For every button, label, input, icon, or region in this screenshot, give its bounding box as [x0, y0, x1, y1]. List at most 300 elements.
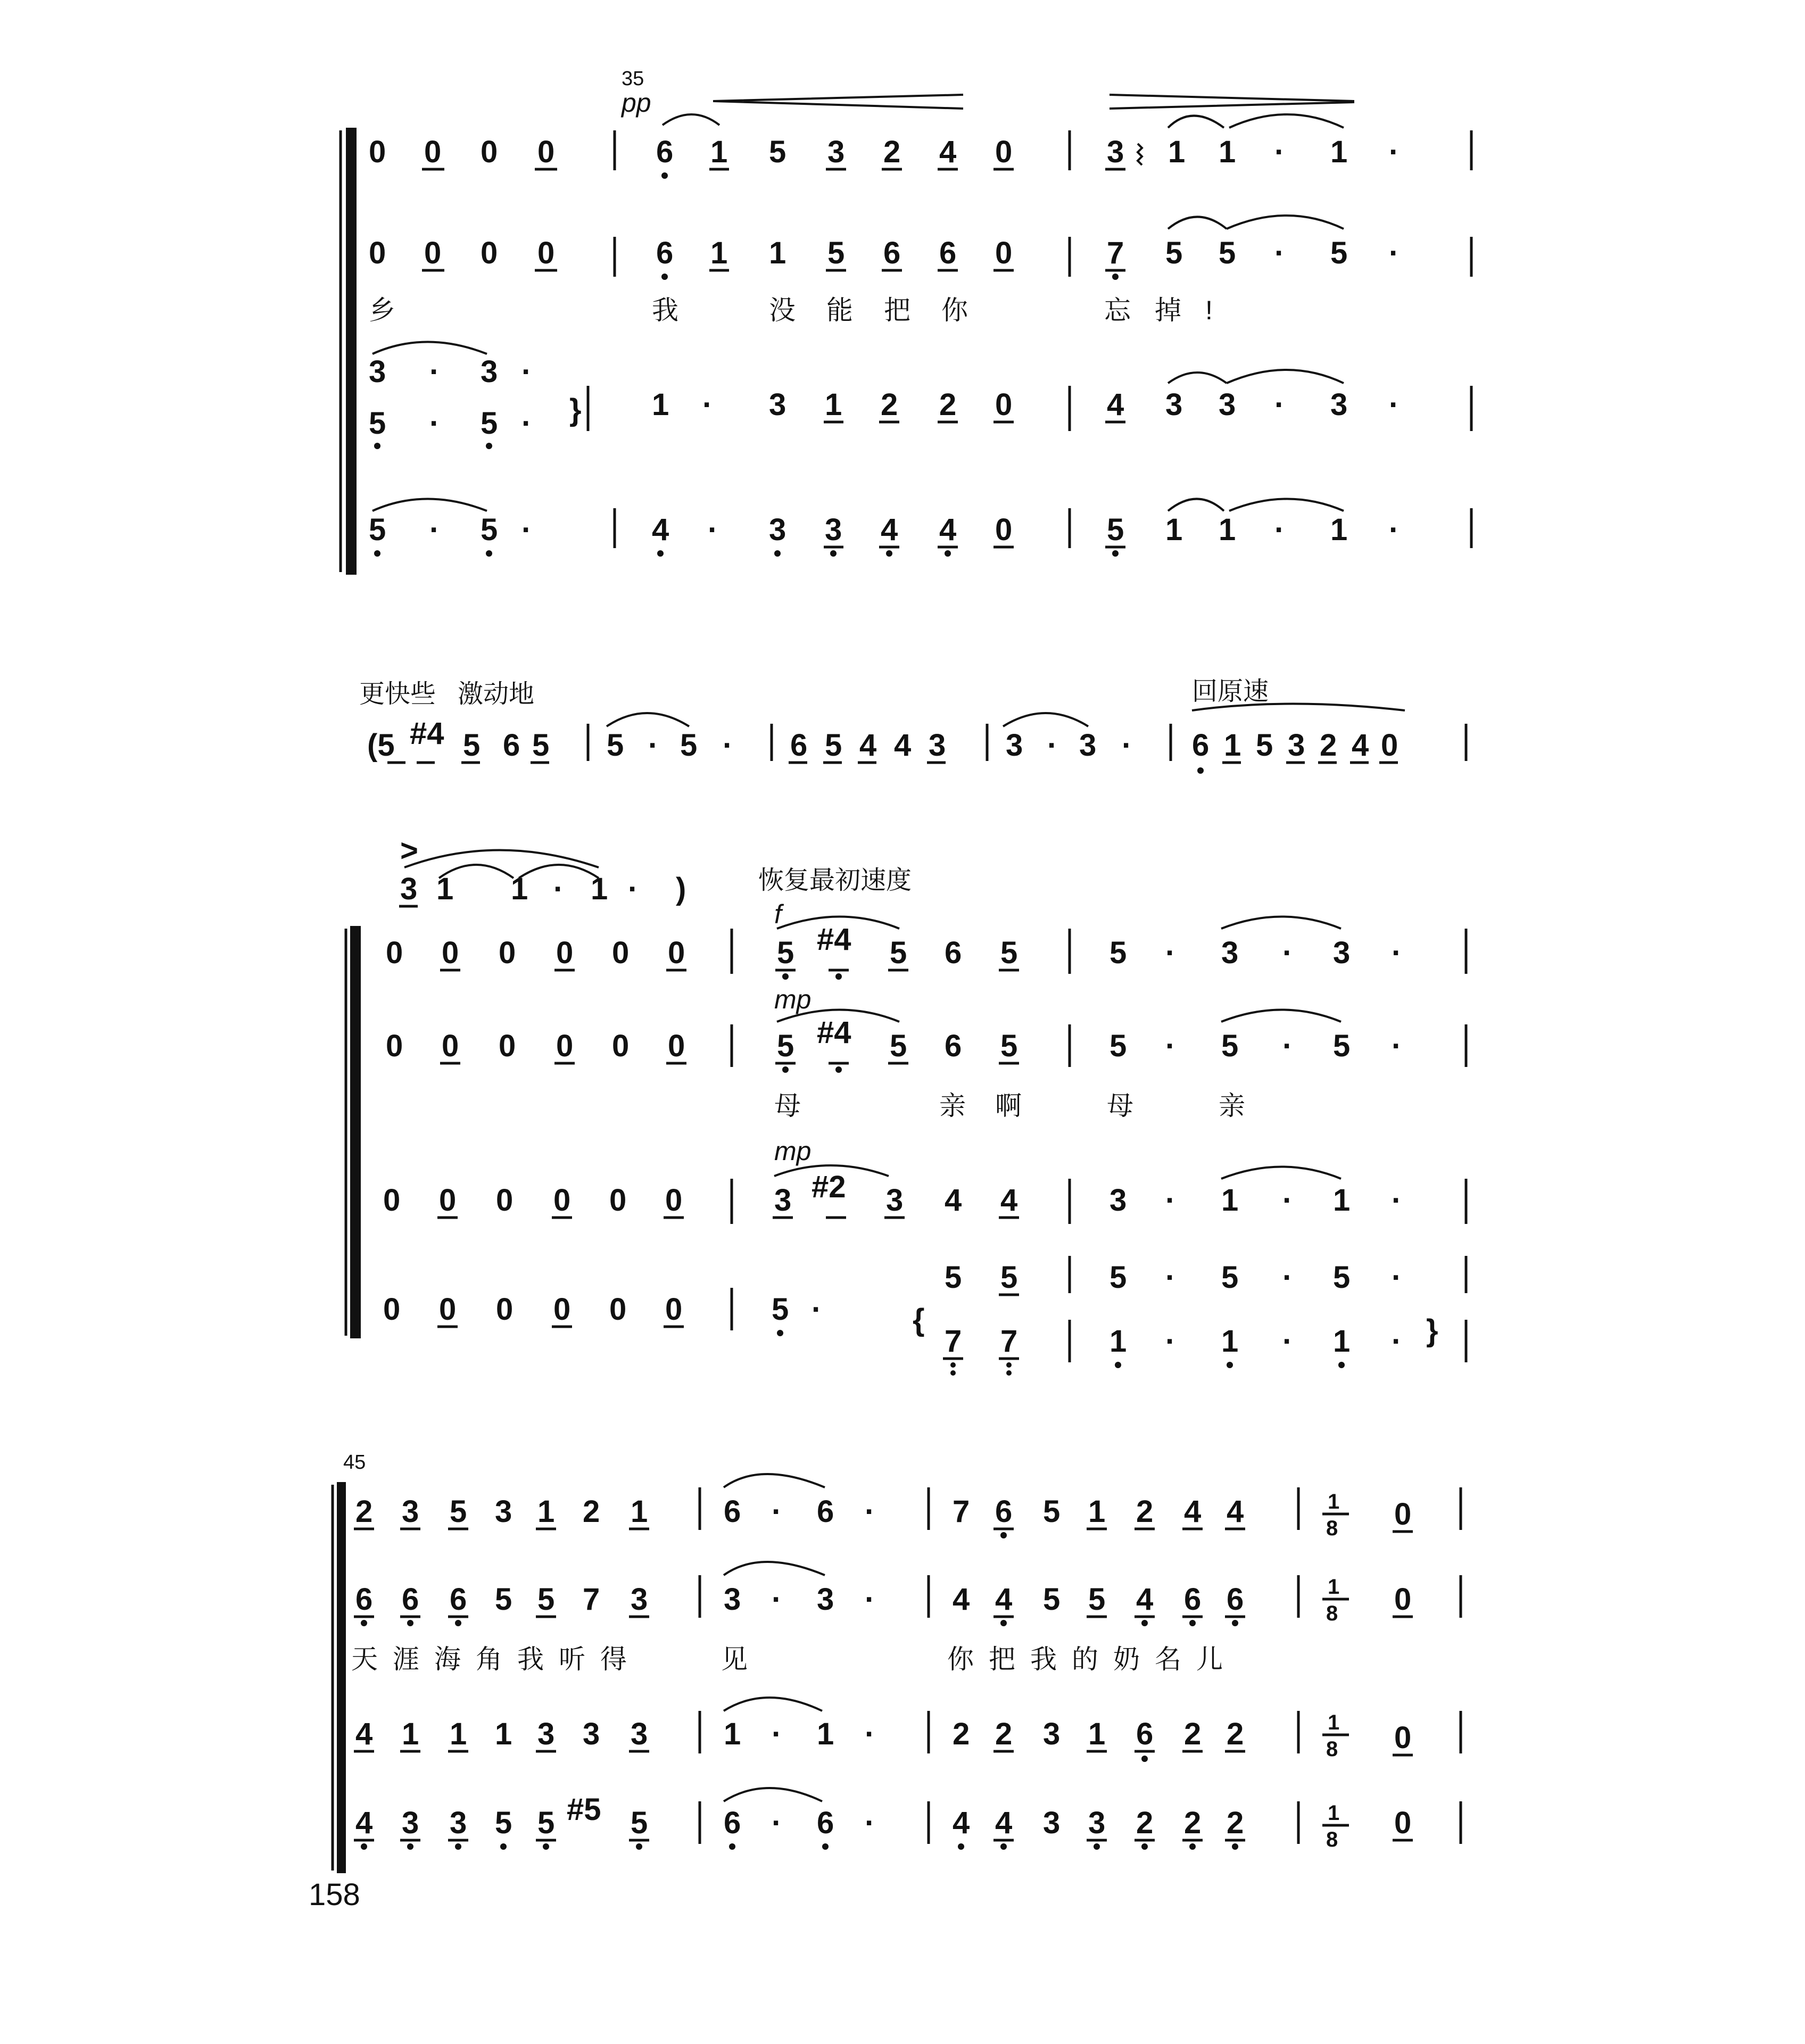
note: 3	[1221, 936, 1239, 970]
note: 2	[1227, 1806, 1244, 1840]
note: 0	[609, 1183, 627, 1218]
low-dot	[661, 274, 668, 280]
note: ·	[865, 1806, 875, 1840]
note: 0	[668, 1029, 685, 1063]
note: 2	[883, 135, 901, 169]
crescendo-hairpin	[713, 95, 963, 109]
note: 5	[1221, 1029, 1239, 1063]
underlines	[354, 1751, 1413, 1755]
note: 3	[769, 387, 786, 422]
note: 3	[631, 1717, 648, 1751]
note: 6	[656, 236, 674, 270]
note: 1	[710, 135, 728, 169]
ts-bottom: 8	[1326, 1828, 1338, 1851]
note: 3	[774, 1183, 792, 1218]
system-bracket-thick	[337, 1482, 346, 1873]
dynamic-mp: mp	[774, 984, 812, 1014]
note: ·	[1274, 236, 1285, 270]
lyric: 天涯海角我听得	[351, 1644, 642, 1674]
lyric: 见	[721, 1644, 748, 1674]
lyric: 啊	[995, 1091, 1022, 1121]
note: 0	[499, 1029, 516, 1063]
system-3	[333, 1451, 1461, 1873]
note: 1	[1219, 512, 1236, 547]
note: 5	[1165, 236, 1183, 270]
note: 4	[945, 1183, 962, 1218]
note: 3	[583, 1717, 600, 1751]
note: 3	[827, 135, 845, 169]
note: 0	[496, 1292, 514, 1327]
note: 3	[1165, 387, 1183, 422]
note: 0	[1394, 1582, 1412, 1617]
s3-part-2	[351, 1562, 1413, 1674]
note: 6	[939, 236, 957, 270]
note: 4	[881, 512, 898, 547]
note: 5	[1110, 1260, 1127, 1295]
note: 3	[1288, 728, 1305, 763]
note: 0	[995, 387, 1013, 422]
low-dots	[374, 550, 1119, 557]
note: ·	[1165, 1029, 1176, 1063]
low-dot	[1112, 274, 1119, 280]
note: 0	[439, 1292, 457, 1327]
note: ·	[1389, 236, 1400, 270]
note: 5	[450, 1494, 467, 1529]
s1-part-4	[369, 499, 1399, 557]
low-dot	[777, 1330, 783, 1336]
note: 4	[995, 1582, 1013, 1617]
note: 3	[400, 872, 418, 906]
system-bracket-thick	[346, 128, 357, 575]
lyric: 我	[652, 295, 678, 325]
note: 0	[442, 1029, 459, 1063]
note: ·	[772, 1717, 782, 1751]
note: 6	[355, 1582, 373, 1617]
note: 1	[710, 236, 728, 270]
note: 3	[1333, 936, 1351, 970]
dynamic-f: f	[774, 899, 782, 929]
note: 5	[532, 728, 550, 763]
note: (5	[367, 728, 395, 763]
note: 3	[450, 1806, 467, 1840]
note: 5	[463, 728, 481, 763]
s2-part-1	[386, 917, 1402, 980]
note: 5	[680, 728, 698, 763]
note: 0	[556, 1029, 574, 1063]
note: ·	[521, 406, 532, 441]
note: 3	[825, 512, 842, 547]
note: 7	[953, 1494, 970, 1529]
note: 4	[355, 1806, 373, 1840]
s3-part-4	[354, 1788, 1413, 1850]
note: 3	[1219, 387, 1236, 422]
sharp: #4	[410, 716, 444, 751]
note: 5	[1110, 936, 1127, 970]
s3-part-3	[354, 1698, 1413, 1762]
note: ·	[708, 512, 718, 547]
note: 4	[355, 1717, 373, 1751]
sharp-note: #4	[817, 1015, 851, 1050]
note: 5	[1333, 1260, 1351, 1295]
note: ·	[1122, 728, 1132, 763]
note: ·	[1392, 1029, 1402, 1063]
note: 3	[1107, 135, 1124, 169]
note: 6	[656, 135, 674, 169]
note: ·	[1389, 387, 1400, 422]
note: 1	[652, 387, 669, 422]
note: 3	[769, 512, 786, 547]
low-dot	[374, 443, 380, 449]
lyric: 没能把你	[769, 295, 999, 325]
note: 1	[1168, 135, 1186, 169]
slurs	[1168, 216, 1344, 229]
lyric: 乡	[369, 295, 395, 325]
note: ·	[1047, 728, 1058, 763]
underlines	[354, 1529, 1413, 1532]
sharp-note: #5	[567, 1792, 601, 1827]
note: ·	[1165, 1183, 1176, 1218]
low-dots	[1141, 1756, 1148, 1762]
low-dots	[782, 973, 842, 980]
note: 6	[724, 1806, 741, 1840]
note: 1	[537, 1494, 555, 1529]
tempo-a-tempo: 回原速	[1192, 677, 1269, 706]
note: 4	[995, 1806, 1013, 1840]
note: 1	[631, 1494, 648, 1529]
note: ·	[1165, 936, 1176, 970]
note: 1	[825, 387, 842, 422]
note: 3	[537, 1717, 555, 1751]
s2-part-2	[386, 1010, 1402, 1121]
note: ·	[772, 1582, 782, 1617]
note: 5	[1107, 512, 1124, 547]
note: 0	[383, 1292, 401, 1327]
note: 0	[995, 512, 1013, 547]
slurs	[724, 1788, 822, 1801]
note: ·	[1389, 512, 1400, 547]
note: 3	[1043, 1717, 1061, 1751]
note: ·	[865, 1582, 875, 1617]
note: 0	[439, 1183, 457, 1218]
note: ·	[1282, 1183, 1293, 1218]
slurs	[372, 499, 1344, 511]
note: 1	[1333, 1183, 1351, 1218]
tempo-agitated: 激动地	[458, 680, 535, 708]
arpeggio-mark	[1138, 144, 1142, 165]
note: 5	[607, 728, 624, 763]
note: 6	[945, 1029, 962, 1063]
note: 1	[817, 1717, 834, 1751]
lyric: 母	[1107, 1091, 1133, 1121]
slurs	[777, 917, 1341, 929]
note: 7	[583, 1582, 600, 1617]
note: 2	[1136, 1806, 1154, 1840]
note: 6	[1184, 1582, 1202, 1617]
note: 2	[1184, 1717, 1202, 1751]
tempo-original: 恢复最初速度	[758, 866, 912, 895]
note: 0	[668, 936, 685, 970]
note: 1	[724, 1717, 741, 1751]
note: 0	[369, 135, 386, 169]
note: 6	[1192, 728, 1210, 763]
note: 0	[556, 936, 574, 970]
note: 3	[1088, 1806, 1106, 1840]
note: 3	[481, 354, 498, 389]
note: 5	[369, 512, 386, 547]
note: 4	[1107, 387, 1124, 422]
note: 5	[769, 135, 786, 169]
note: ·	[1392, 1260, 1402, 1295]
low-dot	[1197, 767, 1204, 774]
note: ·	[812, 1292, 822, 1327]
ts-bottom: 8	[1326, 1602, 1338, 1625]
note: 0	[612, 936, 630, 970]
s1-part-2	[369, 216, 1399, 325]
barlines	[588, 130, 1471, 548]
note: 6	[817, 1494, 834, 1529]
note: 5	[1110, 1029, 1127, 1063]
note: 6	[450, 1582, 467, 1617]
note: 0	[612, 1029, 630, 1063]
note: 5	[1333, 1029, 1351, 1063]
system-2	[346, 866, 1466, 1376]
note: ·	[702, 387, 713, 422]
note: ·	[1274, 387, 1285, 422]
note: 3	[1079, 728, 1097, 763]
bracket-close: )	[676, 872, 686, 906]
note: 4	[1184, 1494, 1202, 1529]
note: 4	[1352, 728, 1369, 763]
note: 7	[945, 1324, 962, 1359]
page-number: 158	[309, 1877, 360, 1912]
lyric: 母	[774, 1091, 801, 1121]
note: 0	[442, 936, 459, 970]
system-bracket-thick	[350, 926, 361, 1338]
slurs	[404, 850, 599, 879]
note: ·	[772, 1494, 782, 1529]
note: 1	[1330, 135, 1348, 169]
s3-part-1	[354, 1474, 1413, 1538]
slurs	[774, 1165, 1341, 1179]
note: 1	[1088, 1717, 1106, 1751]
note: 5	[1219, 236, 1236, 270]
note: ·	[1165, 1324, 1176, 1359]
note: 0	[499, 936, 516, 970]
note: 4	[953, 1806, 970, 1840]
note: ·	[1274, 135, 1285, 169]
dynamic-mp: mp	[774, 1136, 812, 1166]
note: 5	[537, 1806, 555, 1840]
note: 5	[1043, 1494, 1061, 1529]
ts-bottom: 8	[1326, 1517, 1338, 1540]
ts-top: 1	[1328, 1711, 1340, 1734]
note: 6	[817, 1806, 834, 1840]
s2-part-4	[383, 1260, 1438, 1376]
lyric: 忘掉!	[1104, 295, 1237, 325]
note: 5	[890, 1029, 907, 1063]
note: 5	[1256, 728, 1273, 763]
note: 1	[1221, 1183, 1239, 1218]
note: 0	[481, 236, 498, 270]
lyric: 你把我的奶名儿	[947, 1644, 1238, 1674]
note: ·	[1282, 936, 1293, 970]
note: ·	[1282, 1029, 1293, 1063]
note: ·	[1392, 1183, 1402, 1218]
note: ·	[429, 354, 440, 389]
note: 5	[481, 512, 498, 547]
note: 3	[369, 354, 386, 389]
note: 6	[503, 728, 520, 763]
note: ·	[1274, 512, 1285, 547]
note: 5	[481, 406, 498, 441]
note: 0	[369, 236, 386, 270]
note: 5	[1000, 1029, 1018, 1063]
slurs	[724, 1474, 825, 1487]
note: 3	[817, 1582, 834, 1617]
s1-part-3	[369, 342, 1399, 450]
note: 2	[1320, 728, 1337, 763]
note: 1	[1221, 1324, 1239, 1359]
note: ·	[1165, 1260, 1176, 1295]
note: 4	[652, 512, 669, 547]
interlude	[359, 677, 1466, 906]
slurs	[607, 704, 1405, 727]
low-dots	[950, 1362, 1345, 1376]
note: 3	[1330, 387, 1348, 422]
low-dots	[1000, 1532, 1007, 1538]
ts-top: 1	[1328, 1801, 1340, 1825]
note: 3	[929, 728, 946, 763]
note: 1	[402, 1717, 419, 1751]
note: 5	[1330, 236, 1348, 270]
note: 0	[1394, 1497, 1412, 1532]
note: 5	[1000, 936, 1018, 970]
note: 0	[995, 236, 1013, 270]
note: 0	[383, 1183, 401, 1218]
slurs	[372, 342, 487, 354]
low-dots	[361, 1843, 1238, 1850]
note: ·	[865, 1494, 875, 1529]
note: 2	[355, 1494, 373, 1529]
note: 6	[883, 236, 901, 270]
note: 6	[402, 1582, 419, 1617]
note: 3	[1043, 1806, 1061, 1840]
tempo-more-faster: 更快些	[359, 680, 436, 708]
slurs	[777, 1010, 1341, 1022]
ts-top: 1	[1328, 1575, 1340, 1599]
dynamic-pp: pp	[622, 88, 651, 118]
note: ·	[628, 872, 639, 906]
ts-top: 1	[1328, 1490, 1340, 1513]
note: 1	[511, 872, 528, 906]
note: 1	[1333, 1324, 1351, 1359]
note: 5	[1088, 1582, 1106, 1617]
note: ·	[723, 728, 733, 763]
note: 1	[1088, 1494, 1106, 1529]
note: 5	[537, 1582, 555, 1617]
note: 1	[591, 872, 608, 906]
s1-part-1	[369, 114, 1399, 179]
barlines	[732, 929, 1466, 1362]
note: 4	[859, 728, 877, 763]
brace-close: }	[1426, 1313, 1438, 1348]
note: 3	[495, 1494, 512, 1529]
note: 1	[495, 1717, 512, 1751]
note: 4	[1000, 1183, 1018, 1218]
accent-mark: >	[400, 833, 418, 868]
decrescendo-hairpin	[1110, 95, 1354, 109]
note: 0	[496, 1183, 514, 1218]
note: ·	[429, 406, 440, 441]
note: 6	[790, 728, 808, 763]
note: 3	[1006, 728, 1023, 763]
note: 5	[369, 406, 386, 441]
note: 4	[939, 135, 957, 169]
slurs	[724, 1562, 825, 1575]
note: 2	[583, 1494, 600, 1529]
system-1	[341, 68, 1471, 575]
note: 0	[386, 1029, 403, 1063]
note: 5	[1000, 1260, 1018, 1295]
note: 5	[631, 1806, 648, 1840]
note: 0	[537, 135, 555, 169]
note: 0	[609, 1292, 627, 1327]
note: ·	[1389, 135, 1400, 169]
note: 3	[1110, 1183, 1127, 1218]
low-dot	[661, 172, 668, 179]
measure-number-45: 45	[343, 1451, 366, 1474]
sharp-note: #2	[812, 1170, 846, 1204]
note: 0	[665, 1292, 683, 1327]
note: 1	[436, 872, 454, 906]
note: 3	[724, 1582, 741, 1617]
note: 0	[1381, 728, 1398, 763]
note: 2	[1184, 1806, 1202, 1840]
note: ·	[865, 1717, 875, 1751]
note: ·	[772, 1806, 782, 1840]
note: 1	[450, 1717, 467, 1751]
note: 4	[894, 728, 912, 763]
measure-number-35: 35	[622, 68, 644, 90]
note: 4	[1136, 1582, 1154, 1617]
note: 1	[769, 236, 786, 270]
note: 5	[495, 1582, 512, 1617]
note: 2	[1227, 1717, 1244, 1751]
note: 2	[881, 387, 898, 422]
note: 0	[386, 936, 403, 970]
slurs	[724, 1698, 822, 1711]
note: ·	[553, 872, 564, 906]
note: 0	[665, 1183, 683, 1218]
note: ·	[429, 512, 440, 547]
note: 5	[945, 1260, 962, 1295]
note: 3	[886, 1183, 904, 1218]
note: ·	[1282, 1260, 1293, 1295]
note: 4	[1227, 1494, 1244, 1529]
note: 6	[1227, 1582, 1244, 1617]
note: 3	[402, 1806, 419, 1840]
note: 0	[995, 135, 1013, 169]
note: 0	[1394, 1806, 1412, 1840]
note: ·	[1282, 1324, 1293, 1359]
ts-bottom: 8	[1326, 1737, 1338, 1761]
low-dots	[782, 1066, 842, 1073]
lyric: 亲	[939, 1091, 966, 1121]
sharp-note: #4	[817, 922, 851, 957]
note: 5	[827, 236, 845, 270]
note: 2	[995, 1717, 1013, 1751]
note: 5	[890, 936, 907, 970]
